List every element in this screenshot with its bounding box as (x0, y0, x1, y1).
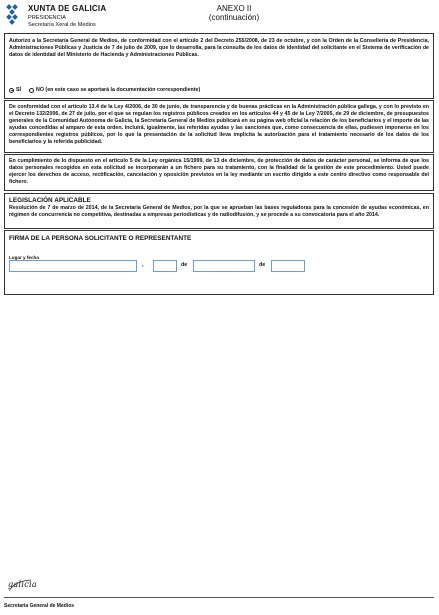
signature-title: FIRMA DE LA PERSONA SOLICITANTE O REPRESENTANTE (9, 235, 192, 242)
legislation-section (4, 193, 434, 229)
authorization-options (9, 87, 208, 93)
footer-divider (4, 597, 434, 598)
data-protection-text: En cumplimiento de lo dispuesto en el artículo 5 de la Ley orgánica 15/1999, de 13 de diciembre, de protección de datos de carácter personal, se informa de que los datos personales recogidos en esta solicitud se incorporarán a un fichero para su tratamiento, con la finalidad de la gestión de este procedimiento. Usted puede ejercer los derechos de acceso, rectificación, cancelación y oposición previstos en la ley mediante un escrito dirigido a este centro directivo como responsable del fichero. (9, 158, 429, 185)
year-input[interactable] (271, 260, 305, 272)
day-input[interactable] (153, 260, 177, 272)
place-date-label: Lugar y fecha (9, 255, 39, 260)
radio-yes-label: SÍ (16, 87, 22, 93)
legislation-text: Resolución de 7 de marzo de 2014, de la Secretaría General de Medios, por la que se aprueban las bases reguladoras para la concesión de ayudas económicas, en régimen de concurrencia no competitiva, destinadas a empresas periodísticas y de radiodifusión, y se procede a su convocatoria para el año 2014. (9, 205, 429, 218)
signature-section (4, 230, 434, 295)
document-header (4, 3, 434, 31)
xunta-logo-icon (6, 4, 22, 28)
footer-org: Secretaría General de Medios (4, 603, 75, 609)
radio-no[interactable] (29, 88, 34, 93)
place-input[interactable] (9, 260, 137, 272)
authorization-section (4, 33, 434, 99)
org-name: XUNTA DE GALICIA (28, 4, 107, 13)
de-separator-1: de (181, 262, 188, 268)
subdepartment-name: Secretaría Xeral de Medios (28, 22, 96, 28)
radio-no-label: NO (en este caso se aportará la documentación correspondiente) (36, 87, 201, 93)
legislation-title: LEGISLACIÓN APLICABLE (9, 197, 91, 204)
annex-subtitle: (continuación) (208, 13, 260, 22)
transparency-text: De conformidad con el artículo 13.4 de la Ley 4/2006, de 30 de junio, de transparencia y de buenas prácticas en la Administración pública gallega, y con lo previsto en el Decreto 132/2006, de 27 de julio, por el que se regulan los registros públicos creados en los artículos 44 y 45 de la Ley 7/2005, de 29 de diciembre, de presupuestos generales de la Comunidad Autónoma de Galicia, la Secretaría General de Medios publicará en su página web oficial la relación de los beneficiarios y el importe de las ayudas concedidas al amparo de esta orden. Incluirá, igualmente, las referidas ayudas y las sanciones que, como consecuencia de ellas, pudiesen imponerse en los correspondientes registros públicos, por lo que la presentación de la solicitud lleva implícita la autorización para el tratamiento necesario de los datos de los beneficiarios y la referida publicidad. (9, 104, 429, 145)
annex-title: ANEXO II (216, 4, 252, 13)
comma-separator: , (142, 262, 144, 268)
department-name: PRESIDENCIA (28, 15, 66, 21)
authorization-text: Autorizo a la Secretaría General de Medios, de conformidad con el artículo 2 del Decreto 255/2008, de 23 de octubre, y con la Orden de la Consellería de Presidencia, Administraciones Públicas y Justicia de 7 de julio de 2009, que lo desarrolla, para la consulta de los datos de identidad del solicitante en el Sistema de verificación de datos de identidad del Ministerio de Hacienda y Administraciones Públicas. (9, 38, 429, 58)
de-separator-2: de (259, 262, 266, 268)
transparency-section (4, 100, 434, 153)
data-protection-section (4, 154, 434, 191)
month-input[interactable] (193, 260, 255, 272)
galicia-logo: galicia (8, 580, 37, 589)
radio-yes[interactable] (9, 88, 14, 93)
